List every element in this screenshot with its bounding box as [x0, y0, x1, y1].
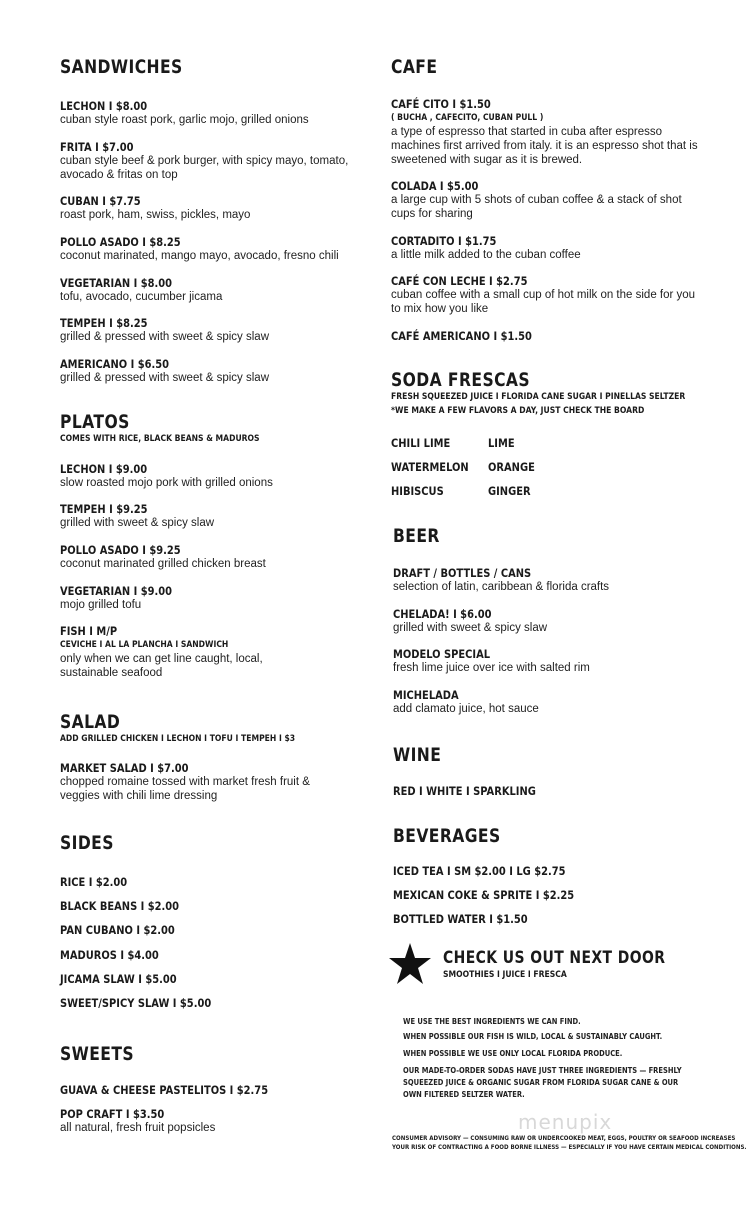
section-title: CAFE — [391, 56, 438, 78]
advisory-line: CONSUMER ADVISORY — CONSUMING RAW OR UNDERCOOKED MEAT, EGGS, POULTRY OR SEAFOOD INCREASES — [392, 1135, 736, 1142]
callout-subtitle: SMOOTHIES I JUICE I FRESCA — [443, 970, 567, 980]
item-name: TEMPEH I $9.25 — [60, 502, 148, 516]
item-subtitle: ( BUCHA , CAFECITO, CUBAN PULL ) — [391, 113, 544, 123]
item-desc: grilled with sweet & spicy slaw — [60, 517, 215, 529]
note-line: OUR MADE-TO-ORDER SODAS HAVE JUST THREE INGREDIENTS — FRESHLY — [403, 1066, 682, 1075]
item-desc: a type of espresso that started in cuba after espresso machines first arrived from italy. it is an espresso shot that is sweetened with sugar as it is brewed. — [391, 126, 698, 166]
side-item: MADUROS I $4.00 — [60, 948, 159, 962]
item-desc: cuban coffee with a small cup of hot milk on the side for you to mix how you like — [391, 289, 696, 315]
item-name: FRITA I $7.00 — [60, 140, 134, 154]
section-subtitle: COMES WITH RICE, BLACK BEANS & MADUROS — [60, 434, 260, 444]
item-name: FISH I M/P — [60, 624, 118, 638]
beverage-item: MEXICAN COKE & SPRITE I $2.25 — [393, 888, 575, 902]
flavor-item: CHILI LIME — [391, 436, 451, 450]
section-subtitle: FRESH SQUEEZED JUICE I FLORIDA CANE SUGAR I PINELLAS SELTZER — [391, 392, 686, 402]
section-title: PLATOS — [60, 411, 130, 433]
item-desc: coconut marinated grilled chicken breast — [60, 558, 266, 570]
flavor-item: LIME — [488, 436, 515, 450]
watermark: menupix — [518, 1110, 613, 1134]
section-title: SODA FRESCAS — [391, 369, 531, 391]
side-item: PAN CUBANO I $2.00 — [60, 923, 175, 937]
item-name: DRAFT / BOTTLES / CANS — [393, 566, 532, 580]
callout-title: CHECK US OUT NEXT DOOR — [443, 948, 666, 968]
item-name: GUAVA & CHEESE PASTELITOS I $2.75 — [60, 1083, 269, 1097]
item-name: MODELO SPECIAL — [393, 647, 491, 661]
item-name: CAFÉ CITO I $1.50 — [391, 97, 491, 111]
wine-options: RED I WHITE I SPARKLING — [393, 784, 536, 798]
item-desc: a large cup with 5 shots of cuban coffee & a stack of shot cups for sharing — [391, 194, 682, 220]
flavor-item: HIBISCUS — [391, 484, 444, 498]
side-item: RICE I $2.00 — [60, 875, 128, 889]
flavor-item: GINGER — [488, 484, 531, 498]
item-subtitle: CEVICHE I AL LA PLANCHA I SANDWICH — [60, 640, 229, 650]
beverage-item: BOTTLED WATER I $1.50 — [393, 912, 528, 926]
item-desc: tofu, avocado, cucumber jicama — [60, 291, 223, 303]
item-desc: only when we can get line caught, local, sustainable seafood — [60, 653, 263, 679]
item-desc: slow roasted mojo pork with grilled onions — [60, 477, 273, 489]
item-name: TEMPEH I $8.25 — [60, 316, 148, 330]
item-name: CAFÉ AMERICANO I $1.50 — [391, 329, 532, 343]
note-line: WHEN POSSIBLE OUR FISH IS WILD, LOCAL & SUSTAINABLY CAUGHT. — [403, 1032, 663, 1041]
item-name: CHELADA! I $6.00 — [393, 607, 492, 621]
item-desc: a little milk added to the cuban coffee — [391, 249, 581, 261]
beverage-item: ICED TEA I SM $2.00 I LG $2.75 — [393, 864, 566, 878]
section-title: SANDWICHES — [60, 56, 183, 78]
item-desc: grilled & pressed with sweet & spicy slaw — [60, 331, 269, 343]
item-name: LECHON I $8.00 — [60, 99, 148, 113]
item-desc: roast pork, ham, swiss, pickles, mayo — [60, 209, 251, 221]
advisory-line: YOUR RISK OF CONTRACTING A FOOD BORNE ILLNESS — ESPECIALLY IF YOU HAVE CERTAIN MEDICAL CONDITIONS. — [392, 1144, 747, 1151]
item-desc: selection of latin, caribbean & florida crafts — [393, 581, 610, 593]
item-name: VEGETARIAN I $9.00 — [60, 584, 173, 598]
section-title: BEER — [393, 525, 440, 547]
section-title: SIDES — [60, 832, 114, 854]
item-name: POLLO ASADO I $8.25 — [60, 235, 181, 249]
item-desc: add clamato juice, hot sauce — [393, 703, 539, 715]
item-name: COLADA I $5.00 — [391, 179, 479, 193]
item-name: CORTADITO I $1.75 — [391, 234, 497, 248]
section-note: *WE MAKE A FEW FLAVORS A DAY, JUST CHECK THE BOARD — [391, 406, 645, 416]
section-title: SWEETS — [60, 1043, 135, 1065]
side-item: BLACK BEANS I $2.00 — [60, 899, 180, 913]
star-icon — [388, 942, 432, 986]
item-name: AMERICANO I $6.50 — [60, 357, 170, 371]
item-name: VEGETARIAN I $8.00 — [60, 276, 173, 290]
item-desc: coconut marinated, mango mayo, avocado, fresno chili — [60, 250, 339, 262]
item-name: CAFÉ CON LECHE I $2.75 — [391, 274, 528, 288]
note-line: WHEN POSSIBLE WE USE ONLY LOCAL FLORIDA PRODUCE. — [403, 1049, 623, 1058]
item-name: MICHELADA — [393, 688, 459, 702]
item-desc: chopped romaine tossed with market fresh fruit & veggies with chili lime dressing — [60, 776, 310, 802]
side-item: SWEET/SPICY SLAW I $5.00 — [60, 996, 212, 1010]
section-title: SALAD — [60, 711, 121, 733]
item-desc: cuban style roast pork, garlic mojo, grilled onions — [60, 114, 309, 126]
flavor-item: WATERMELON — [391, 460, 469, 474]
section-title: BEVERAGES — [393, 825, 501, 847]
item-name: MARKET SALAD I $7.00 — [60, 761, 189, 775]
section-subtitle: ADD GRILLED CHICKEN I LECHON I TOFU I TEMPEH I $3 — [60, 734, 296, 744]
flavor-item: ORANGE — [488, 460, 535, 474]
note-line: WE USE THE BEST INGREDIENTS WE CAN FIND. — [403, 1017, 581, 1026]
item-desc: mojo grilled tofu — [60, 599, 142, 611]
item-desc: grilled & pressed with sweet & spicy slaw — [60, 372, 269, 384]
side-item: JICAMA SLAW I $5.00 — [60, 972, 177, 986]
item-name: POLLO ASADO I $9.25 — [60, 543, 181, 557]
item-desc: all natural, fresh fruit popsicles — [60, 1122, 216, 1134]
section-title: WINE — [393, 744, 442, 766]
item-name: LECHON I $9.00 — [60, 462, 148, 476]
item-name: POP CRAFT I $3.50 — [60, 1107, 165, 1121]
note-line: SQUEEZED JUICE & ORGANIC SUGAR FROM FLORIDA SUGAR CANE & OUR — [403, 1078, 679, 1087]
item-desc: grilled with sweet & spicy slaw — [393, 622, 548, 634]
item-desc: fresh lime juice over ice with salted rim — [393, 662, 590, 674]
item-desc: cuban style beef & pork burger, with spicy mayo, tomato, avocado & fritas on top — [60, 155, 349, 181]
item-name: CUBAN I $7.75 — [60, 194, 141, 208]
note-line: OWN FILTERED SELTZER WATER. — [403, 1090, 525, 1099]
